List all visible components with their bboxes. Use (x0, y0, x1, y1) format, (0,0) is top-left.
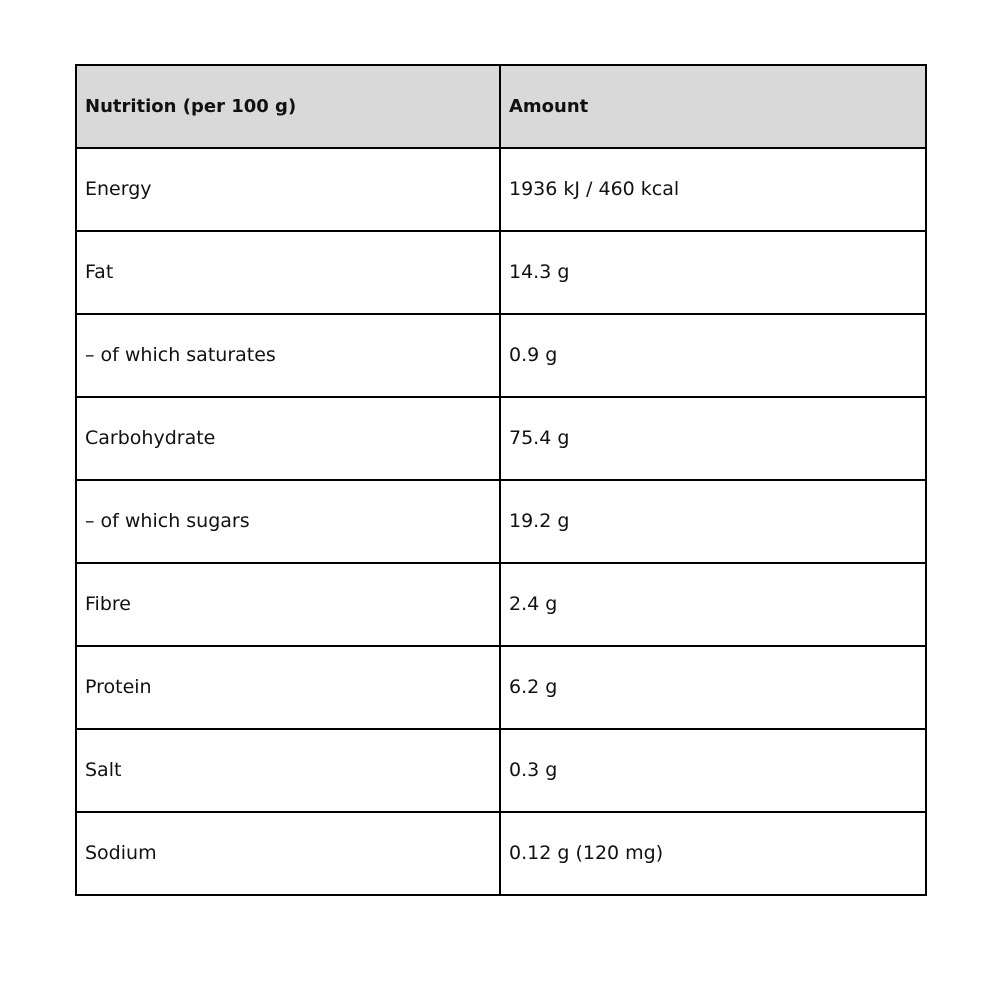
nutrition-table (75, 64, 927, 896)
table-row (76, 812, 926, 895)
table-row (76, 646, 926, 729)
table-row (76, 563, 926, 646)
nutrient-amount: 0.9 g (500, 314, 926, 397)
nutrient-amount: 19.2 g (500, 480, 926, 563)
nutrient-amount: 14.3 g (500, 231, 926, 314)
table-row (76, 397, 926, 480)
table-row (76, 729, 926, 812)
nutrient-name: Sodium (76, 812, 500, 895)
table-body (76, 148, 926, 895)
nutrient-name: Protein (76, 646, 500, 729)
nutrient-name: Salt (76, 729, 500, 812)
nutrient-name: Fat (76, 231, 500, 314)
nutrient-amount: 75.4 g (500, 397, 926, 480)
nutrient-amount: 6.2 g (500, 646, 926, 729)
table-row (76, 148, 926, 231)
nutrient-amount: 0.12 g (120 mg) (500, 812, 926, 895)
nutrient-amount: 0.3 g (500, 729, 926, 812)
nutrient-name: Fibre (76, 563, 500, 646)
nutrient-amount: 1936 kJ / 460 kcal (500, 148, 926, 231)
header-row (76, 65, 926, 148)
nutrient-name: Energy (76, 148, 500, 231)
table-header (76, 65, 926, 148)
nutrient-name: Carbohydrate (76, 397, 500, 480)
table-row (76, 314, 926, 397)
nutrient-name: – of which saturates (76, 314, 500, 397)
header-nutrition: Nutrition (per 100 g) (76, 65, 500, 148)
nutrient-amount: 2.4 g (500, 563, 926, 646)
nutrient-name: – of which sugars (76, 480, 500, 563)
table-row (76, 231, 926, 314)
table-row (76, 480, 926, 563)
header-amount: Amount (500, 65, 926, 148)
